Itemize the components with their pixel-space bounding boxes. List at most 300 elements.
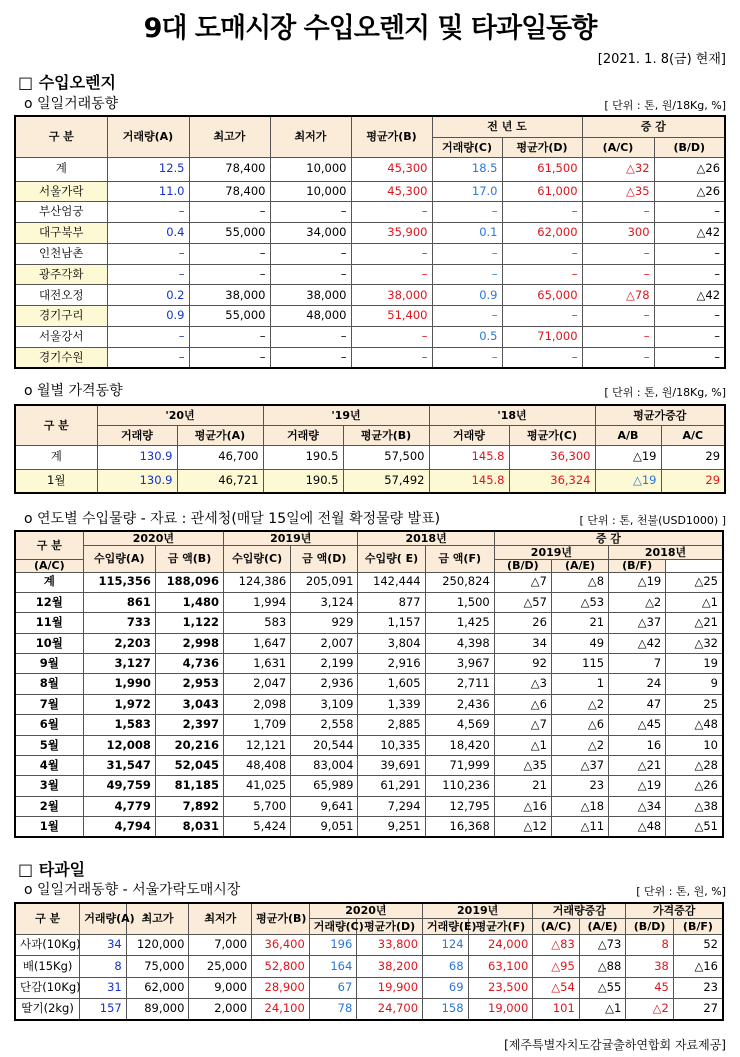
table-cell: 7 (609, 654, 666, 674)
table-cell: – (107, 243, 189, 264)
table-cell: 27 (673, 999, 723, 1021)
col-header: 최저가 (270, 116, 351, 157)
col-header: 금 액(F) (425, 545, 494, 572)
row-label: 대전오정 (15, 285, 107, 306)
col-header: 거래량 (263, 425, 343, 445)
row-label: 계 (15, 445, 97, 469)
table-cell: △3 (494, 674, 551, 694)
table-row (15, 674, 723, 694)
table-cell: – (189, 202, 270, 223)
table-cell: △26 (654, 157, 725, 181)
table-cell: 1,631 (224, 654, 291, 674)
table-row (15, 633, 723, 653)
table-cell: △2 (551, 694, 608, 714)
table-cell: 2,936 (291, 674, 358, 694)
row-label: 딸기(2kg) (15, 999, 80, 1021)
table-cell: 28,900 (252, 977, 310, 999)
table-cell: △1 (494, 735, 551, 755)
table-cell: △48 (666, 715, 723, 735)
table-cell: 23 (673, 977, 723, 999)
table-cell: 1,990 (83, 674, 155, 694)
table-cell: 2,916 (358, 654, 425, 674)
table-row (15, 202, 725, 223)
table-cell: – (270, 243, 351, 264)
table-cell: 130.9 (97, 445, 177, 469)
table-cell: △42 (654, 285, 725, 306)
table-cell: △19 (609, 572, 666, 592)
table-cell: △88 (579, 956, 626, 978)
table-cell: 3,967 (425, 654, 494, 674)
col-header: 구 분 (15, 903, 80, 934)
col-header: (B/D) (654, 137, 725, 157)
table-cell: – (432, 202, 502, 223)
col-header: 평균가(B) (252, 903, 310, 934)
row-label: 6월 (15, 715, 83, 735)
table-cell: 65,000 (502, 285, 582, 306)
table-cell: 0.4 (107, 223, 189, 244)
table-cell: △32 (666, 633, 723, 653)
col-header: 거래량 (97, 425, 177, 445)
table-cell: △1 (579, 999, 626, 1021)
table-cell: 29 (661, 469, 725, 493)
row-label: 사과(10Kg) (15, 934, 80, 956)
table-cell: 877 (358, 592, 425, 612)
table-cell: 2,199 (291, 654, 358, 674)
col-header: (A/E) (579, 918, 626, 934)
table-cell: – (270, 264, 351, 285)
table-cell: 67 (309, 977, 357, 999)
table-cell: △6 (551, 715, 608, 735)
table-cell: 2,098 (224, 694, 291, 714)
report-date: [2021. 1. 8(금) 현재] (597, 52, 726, 67)
table-cell: 1,709 (224, 715, 291, 735)
table-row (15, 469, 725, 493)
monthly-trend-unit: [ 단위 : 톤, 원/18Kg, %] (604, 386, 726, 399)
table-cell: 36,300 (509, 445, 595, 469)
table-cell: 62,000 (502, 223, 582, 244)
table-cell: 5,424 (224, 817, 291, 837)
table-cell: 3,127 (83, 654, 155, 674)
table-row (15, 157, 725, 181)
col-header: 2019년 (494, 545, 608, 559)
col-header: (B/F) (673, 918, 723, 934)
table-cell: 2,953 (155, 674, 223, 694)
table-row (15, 796, 723, 816)
table-cell: 39,691 (358, 756, 425, 776)
table-cell: 47 (609, 694, 666, 714)
table-cell: 2,007 (291, 633, 358, 653)
table-cell: 196 (309, 934, 357, 956)
row-label: 배(15Kg) (15, 956, 80, 978)
table-cell: – (654, 202, 725, 223)
table-cell: 61,500 (502, 157, 582, 181)
table-cell: 188,096 (155, 572, 223, 592)
table-cell: 4,569 (425, 715, 494, 735)
table-cell: 57,492 (343, 469, 429, 493)
table-cell: 45,300 (351, 157, 432, 181)
table-cell: 164 (309, 956, 357, 978)
table-cell: 1,972 (83, 694, 155, 714)
table-cell: – (107, 327, 189, 348)
table-cell: △32 (582, 157, 654, 181)
col-header: 2019년 (224, 531, 358, 545)
table-cell: 52 (673, 934, 723, 956)
table-cell: 8 (80, 956, 127, 978)
table-cell: 38,200 (357, 956, 423, 978)
table-cell: △37 (551, 756, 608, 776)
col-header: 구 분 (15, 531, 83, 559)
table-cell: 81,185 (155, 776, 223, 796)
table-cell: 300 (582, 223, 654, 244)
col-header: (B/F) (609, 559, 666, 572)
table-cell: 19 (666, 654, 723, 674)
table-cell: 20,216 (155, 735, 223, 755)
col-header: 거래량(C) (432, 137, 502, 157)
table-cell: 9,000 (189, 977, 252, 999)
col-header: 전 년 도 (432, 116, 582, 137)
table-cell: – (654, 264, 725, 285)
table-cell: △7 (494, 715, 551, 735)
table-cell: – (351, 327, 432, 348)
table-cell: 46,721 (177, 469, 263, 493)
table-cell: 65,989 (291, 776, 358, 796)
table-row (15, 347, 725, 368)
table-cell: 16 (609, 735, 666, 755)
row-label: 1월 (15, 469, 97, 493)
table-cell: – (502, 264, 582, 285)
table-row (15, 592, 723, 612)
table-cell: △55 (579, 977, 626, 999)
table-cell: 45,300 (351, 181, 432, 202)
table-cell: 78 (309, 999, 357, 1021)
col-header: 2020년 (309, 903, 422, 918)
table-cell: 83,004 (291, 756, 358, 776)
table-cell: △45 (609, 715, 666, 735)
col-header: 거래량(A) (107, 116, 189, 157)
table-cell: 2,711 (425, 674, 494, 694)
table-cell: 1,994 (224, 592, 291, 612)
table-cell: – (432, 306, 502, 327)
table-cell: △19 (609, 776, 666, 796)
table-cell: – (432, 347, 502, 368)
table-cell: 61,000 (502, 181, 582, 202)
table-cell: 34 (494, 633, 551, 653)
table-cell: 115 (551, 654, 608, 674)
table-cell: 48,000 (270, 306, 351, 327)
table-row (15, 327, 725, 348)
table-cell: △19 (595, 469, 661, 493)
table-cell: 11.0 (107, 181, 189, 202)
row-label: 계 (15, 157, 107, 181)
table-cell: – (189, 347, 270, 368)
table-cell: 145.8 (429, 469, 509, 493)
col-header: (A/C) (15, 559, 83, 572)
table-cell: △2 (551, 735, 608, 755)
table-cell: △57 (494, 592, 551, 612)
table-cell: 733 (83, 613, 155, 633)
table-cell: 861 (83, 592, 155, 612)
table-cell: 16,368 (425, 817, 494, 837)
table-cell: 89,000 (126, 999, 189, 1021)
table-cell: – (582, 327, 654, 348)
table-cell: 24,700 (357, 999, 423, 1021)
col-header: 평균가(A) (177, 425, 263, 445)
col-header: 2018년 (609, 545, 723, 559)
daily-trend-label: o 일일거래동향 (24, 96, 119, 112)
table-cell: 9,251 (358, 817, 425, 837)
table-cell: 20,544 (291, 735, 358, 755)
table-cell: – (351, 243, 432, 264)
table-cell: 19,000 (468, 999, 533, 1021)
col-header: 구 분 (15, 405, 97, 445)
table-cell: △2 (609, 592, 666, 612)
col-header: 평균가(F) (468, 918, 533, 934)
other-fruit-unit: [ 단위 : 톤, 원, %] (636, 885, 726, 898)
table-cell: 12,795 (425, 796, 494, 816)
table-cell: 48,408 (224, 756, 291, 776)
table-cell: 2,047 (224, 674, 291, 694)
row-label: 인천남촌 (15, 243, 107, 264)
table-cell: – (654, 243, 725, 264)
table-row (15, 817, 723, 837)
table-row (15, 735, 723, 755)
col-header: 최고가 (126, 903, 189, 934)
table-cell: 24,100 (252, 999, 310, 1021)
table-cell: 12,008 (83, 735, 155, 755)
table-cell: 205,091 (291, 572, 358, 592)
table-cell: 3,109 (291, 694, 358, 714)
table-cell: 24 (609, 674, 666, 694)
table-cell: 8 (626, 934, 674, 956)
table-cell: 18.5 (432, 157, 502, 181)
table-cell: – (654, 306, 725, 327)
table-cell: 4,794 (83, 817, 155, 837)
daily-trend-unit: [ 단위 : 톤, 원/18Kg, %] (604, 99, 726, 112)
table-cell: 0.9 (107, 306, 189, 327)
table-cell: 115,356 (83, 572, 155, 592)
col-header: 구 분 (15, 116, 107, 157)
table-cell: 10 (666, 735, 723, 755)
table-cell: 31 (80, 977, 127, 999)
table-row (15, 223, 725, 244)
table-cell: 36,324 (509, 469, 595, 493)
table-cell: – (432, 264, 502, 285)
table-cell: △8 (551, 572, 608, 592)
table-cell: △35 (494, 756, 551, 776)
table-cell: 4,736 (155, 654, 223, 674)
table-cell: 2,998 (155, 633, 223, 653)
table-cell: △28 (666, 756, 723, 776)
other-fruit-label: o 일일거래동향 - 서울가락도매시장 (24, 882, 241, 898)
table-cell: – (107, 202, 189, 223)
table-cell: 3,043 (155, 694, 223, 714)
col-header: (A/E) (551, 559, 608, 572)
table-cell: 0.5 (432, 327, 502, 348)
table-cell: 51,400 (351, 306, 432, 327)
table-cell: – (351, 202, 432, 223)
table-cell: 38,000 (270, 285, 351, 306)
table-cell: 49,759 (83, 776, 155, 796)
col-header: 수입량( E) (358, 545, 425, 572)
table-cell: 250,824 (425, 572, 494, 592)
table-row (15, 776, 723, 796)
row-label: 광주각화 (15, 264, 107, 285)
table-cell: 120,000 (126, 934, 189, 956)
section-heading-other-fruit: □ 타과일 (18, 860, 86, 879)
row-label: 5월 (15, 735, 83, 755)
table-cell: △21 (609, 756, 666, 776)
col-header: 2019년 (423, 903, 533, 918)
table-cell: △38 (666, 796, 723, 816)
yearly-import-label: o 연도별 수입물량 - 자료 : 관세청(매달 15일에 전월 확정물량 발표) (24, 511, 441, 527)
table-cell: 5,700 (224, 796, 291, 816)
table-cell: – (582, 243, 654, 264)
table-cell: 130.9 (97, 469, 177, 493)
table-row (15, 613, 723, 633)
table-cell: 3,124 (291, 592, 358, 612)
table-cell: – (270, 202, 351, 223)
table-cell: 9,051 (291, 817, 358, 837)
table-cell: 12,121 (224, 735, 291, 755)
row-label: 7월 (15, 694, 83, 714)
table-cell: △54 (533, 977, 580, 999)
row-label: 계 (15, 572, 83, 592)
col-header: 평균가(C) (509, 425, 595, 445)
table-cell: 41,025 (224, 776, 291, 796)
table-row (15, 572, 723, 592)
table-cell: △83 (533, 934, 580, 956)
col-header: 거래량(A) (80, 903, 127, 934)
table-cell: 61,291 (358, 776, 425, 796)
table-cell: 71,999 (425, 756, 494, 776)
table-row (15, 715, 723, 735)
table-cell: 36,400 (252, 934, 310, 956)
table-cell: 124,386 (224, 572, 291, 592)
table-cell: △1 (666, 592, 723, 612)
row-label: 2월 (15, 796, 83, 816)
row-label: 서울가락 (15, 181, 107, 202)
other-fruit-table (14, 902, 724, 1021)
table-cell: 12.5 (107, 157, 189, 181)
table-cell: 33,800 (357, 934, 423, 956)
table-cell: – (582, 264, 654, 285)
table-row (15, 285, 725, 306)
table-cell: 9,641 (291, 796, 358, 816)
table-cell: 55,000 (189, 306, 270, 327)
table-cell: △25 (666, 572, 723, 592)
table-cell: – (582, 202, 654, 223)
table-cell: △73 (579, 934, 626, 956)
col-header: '19년 (263, 405, 429, 425)
col-header: 수입량(C) (224, 545, 291, 572)
orange-monthly-table (14, 404, 726, 494)
col-header: 평균가증감 (595, 405, 725, 425)
table-row (15, 934, 723, 956)
table-cell: 35,900 (351, 223, 432, 244)
table-cell: 38,000 (351, 285, 432, 306)
table-cell: 190.5 (263, 445, 343, 469)
col-header: 평균가(B) (351, 116, 432, 157)
row-label: 12월 (15, 592, 83, 612)
table-cell: 157 (80, 999, 127, 1021)
col-header: 금 액(B) (155, 545, 223, 572)
table-cell: 24,000 (468, 934, 533, 956)
table-cell: 583 (224, 613, 291, 633)
col-header: 거래량증감 (533, 903, 626, 918)
table-cell: 4,398 (425, 633, 494, 653)
table-row (15, 445, 725, 469)
table-cell: 45 (626, 977, 674, 999)
table-cell: 1,647 (224, 633, 291, 653)
col-header: (B/D) (494, 559, 551, 572)
table-cell: △18 (551, 796, 608, 816)
table-cell: △42 (609, 633, 666, 653)
table-cell: 0.1 (432, 223, 502, 244)
table-cell: 2,558 (291, 715, 358, 735)
table-cell: 2,397 (155, 715, 223, 735)
table-row (15, 756, 723, 776)
table-cell: – (654, 327, 725, 348)
table-cell: 2,436 (425, 694, 494, 714)
table-cell: △48 (609, 817, 666, 837)
table-cell: △19 (595, 445, 661, 469)
table-cell: 23 (551, 776, 608, 796)
col-header: 가격증감 (626, 903, 723, 918)
table-cell: – (582, 306, 654, 327)
table-cell: 7,294 (358, 796, 425, 816)
col-header: 평균가(D) (357, 918, 423, 934)
row-label: 경기수원 (15, 347, 107, 368)
table-cell: △95 (533, 956, 580, 978)
table-cell: 19,900 (357, 977, 423, 999)
table-cell: 62,000 (126, 977, 189, 999)
table-cell: 9 (666, 674, 723, 694)
table-cell: 10,335 (358, 735, 425, 755)
table-row (15, 243, 725, 264)
table-cell: 17.0 (432, 181, 502, 202)
table-cell: 49 (551, 633, 608, 653)
table-cell: 55,000 (189, 223, 270, 244)
row-label: 4월 (15, 756, 83, 776)
table-cell: 25,000 (189, 956, 252, 978)
table-cell: – (432, 243, 502, 264)
table-cell: 0.9 (432, 285, 502, 306)
table-cell: – (270, 347, 351, 368)
table-cell: 31,547 (83, 756, 155, 776)
table-cell: – (654, 347, 725, 368)
table-cell: △35 (582, 181, 654, 202)
table-cell: △16 (494, 796, 551, 816)
table-cell: 1 (551, 674, 608, 694)
col-header: (A/C) (533, 918, 580, 934)
row-label: 8월 (15, 674, 83, 694)
table-cell: 190.5 (263, 469, 343, 493)
table-cell: 57,500 (343, 445, 429, 469)
table-cell: △26 (666, 776, 723, 796)
row-label: 3월 (15, 776, 83, 796)
table-row (15, 264, 725, 285)
table-cell: △16 (673, 956, 723, 978)
table-cell: 2,203 (83, 633, 155, 653)
table-cell: 1,122 (155, 613, 223, 633)
table-cell: – (351, 264, 432, 285)
source-footer: [제주특별자치도감귤출하연합회 자료제공] (504, 1038, 726, 1052)
table-cell: 75,000 (126, 956, 189, 978)
col-header: (B/D) (626, 918, 674, 934)
table-cell: 78,400 (189, 157, 270, 181)
col-header: '20년 (97, 405, 263, 425)
row-label: 부산엄궁 (15, 202, 107, 223)
